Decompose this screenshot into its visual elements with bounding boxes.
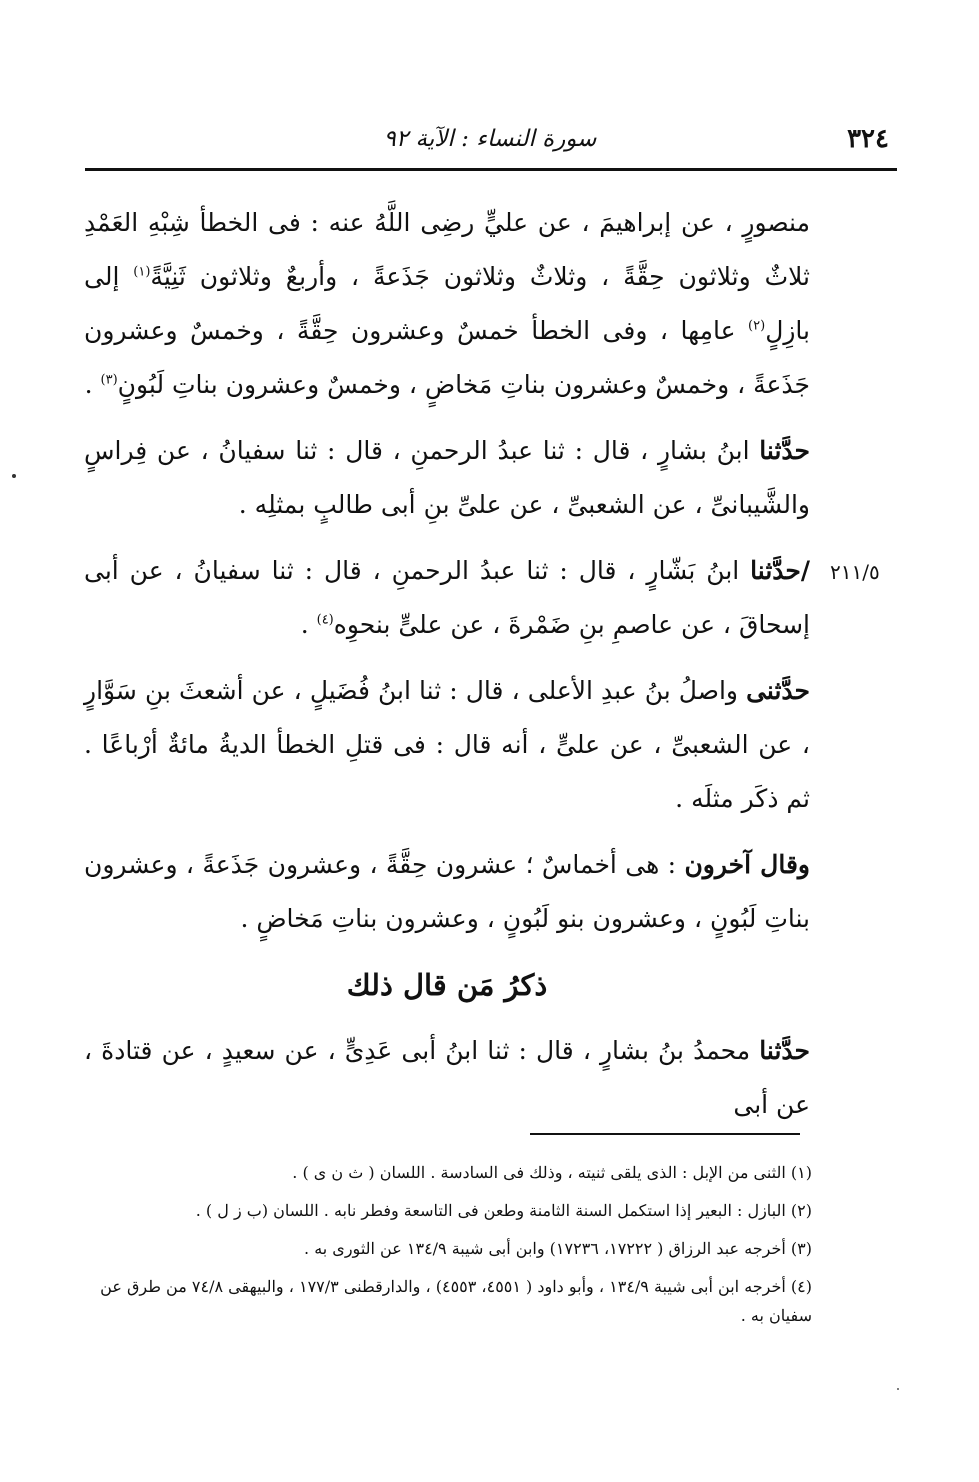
- isnad-lead: حدَّثنا: [759, 1036, 810, 1065]
- header-rule: [85, 168, 897, 171]
- section-title: ذكرُ مَن قال ذلك: [346, 968, 548, 1002]
- footnote-3: (٣) أخرجه عبد الرزاق ( ١٧٢٢٢، ١٧٢٣٦) وابن أبى شيبة ١٣٤/٩ عن الثورى به .: [304, 1239, 812, 1258]
- paragraph-3: [84, 544, 810, 652]
- paragraph-text: واصلُ بنُ عبدِ الأعلى ، قال : ثنا ابنُ فُضَيلٍ ، عن أشعثَ بنِ سَوَّارٍ ، عن الشعبىِّ ، عن علىٍّ ، أنه قال : فى قتلِ الخطأ الديةُ مائةٌ أرْباعًا . ثم ذكَر مثلَه .: [84, 676, 810, 813]
- paragraph-text: محمدُ بنُ بشارٍ ، قال : ثنا ابنُ أبى عَدِىٍّ ، عن سعيدٍ ، عن قتادةَ ، عن أبى: [84, 1036, 810, 1119]
- paragraph-text: .: [84, 370, 101, 399]
- footnote-marker-4[interactable]: (٤): [316, 612, 334, 628]
- isnad-lead: حدَّثنا: [759, 436, 810, 465]
- paragraph-2: [84, 424, 810, 532]
- paragraph-text: منصورٍ ، عن إبراهيمَ ، عن عليٍّ رضِى اللَّهُ عنه : فى الخطأ شِبْهِ العَمْدِ ثلاثٌ وثلاثون حِقَّةً ، وثلاثٌ وثلاثون جَذَعةً ، وأربعٌ وثلاثون ثَنِيَّةً: [84, 208, 810, 291]
- isnad-lead: وقال آخرون: [684, 850, 810, 879]
- paragraph-text: ابنُ بشارٍ ، قال : ثنا عبدُ الرحمنِ ، قال : ثنا سفيانُ ، عن فِراسٍ والشَّيبانىِّ ، عن الشعبىِّ ، عن علىِّ بنِ أبى طالبٍ بمثلِه .: [84, 436, 810, 519]
- paragraph-text: .: [300, 610, 317, 639]
- footnote-2: (٢) البازل : البعير إذا استكمل السنة الثامنة وطعن فى التاسعة وفطر نابه . اللسان (ب ز ل ) .: [195, 1201, 812, 1220]
- footnotes: [86, 1158, 812, 1339]
- footnote-rule: [530, 1133, 800, 1135]
- paragraph-text: إلى بازِلٍ: [84, 262, 810, 345]
- paragraph-5: [84, 838, 810, 946]
- main-text: [84, 196, 810, 1144]
- paragraph-text: ابنُ بَشّارٍ ، قال : ثنا عبدُ الرحمنِ ، قال : ثنا سفيانُ ، عن أبى إسحاقَ ، عن عاصمِ بنِ ضَمْرةَ ، عن علىٍّ بنحوِه: [84, 556, 810, 639]
- scan-speck: [12, 474, 16, 478]
- paragraph-text: عامِها ، وفى الخطأ خمسٌ وعشرون حِقَّةً ، وخمسٌ وعشرون جَذَعةً ، وخمسٌ وعشرون بناتِ مَخاضٍ ، وخمسٌ وعشرون بناتِ لَبُونٍ: [84, 316, 810, 399]
- page-number: ٣٢٤: [847, 124, 889, 154]
- paragraph-6: [84, 1024, 810, 1132]
- footnote-marker-3[interactable]: (٣): [100, 372, 118, 388]
- margin-reference: ٢١١/٥: [830, 560, 880, 584]
- running-head: سورة النساء : الآية ٩٢: [383, 126, 597, 152]
- footnote-4: (٤) أخرجه ابن أبى شيبة ١٣٤/٩ ، وأبو داود ( ٤٥٥١، ٤٥٥٣) ، والدارقطنى ١٧٧/٣ ، والبيهقى ٧٤/٨ من طرق عن سفيان به .: [100, 1277, 812, 1325]
- paragraph-4: [84, 664, 810, 826]
- scan-speck: [897, 1388, 899, 1390]
- isnad-lead: حدَّثنى: [746, 676, 810, 705]
- footnote-marker-2[interactable]: (٢): [748, 318, 766, 334]
- footnote-marker-1[interactable]: (١): [133, 264, 151, 280]
- footnote-1: (١) الثنى من الإبل : الذى يلقى ثنيته ، وذلك فى السادسة . اللسان ( ث ن ى ) .: [292, 1163, 812, 1182]
- paragraph-1: [84, 196, 810, 412]
- page-header: [85, 118, 895, 168]
- paragraph-text: : هى أخماسٌ ؛ عشرون حِقَّةً ، وعشرون جَذَعةً ، وعشرون بناتِ لَبُونٍ ، وعشرون بنو لَبُونٍ ، وعشرون بناتِ مَخاضٍ .: [84, 850, 810, 933]
- isnad-lead: /حدَّثنا: [750, 556, 810, 585]
